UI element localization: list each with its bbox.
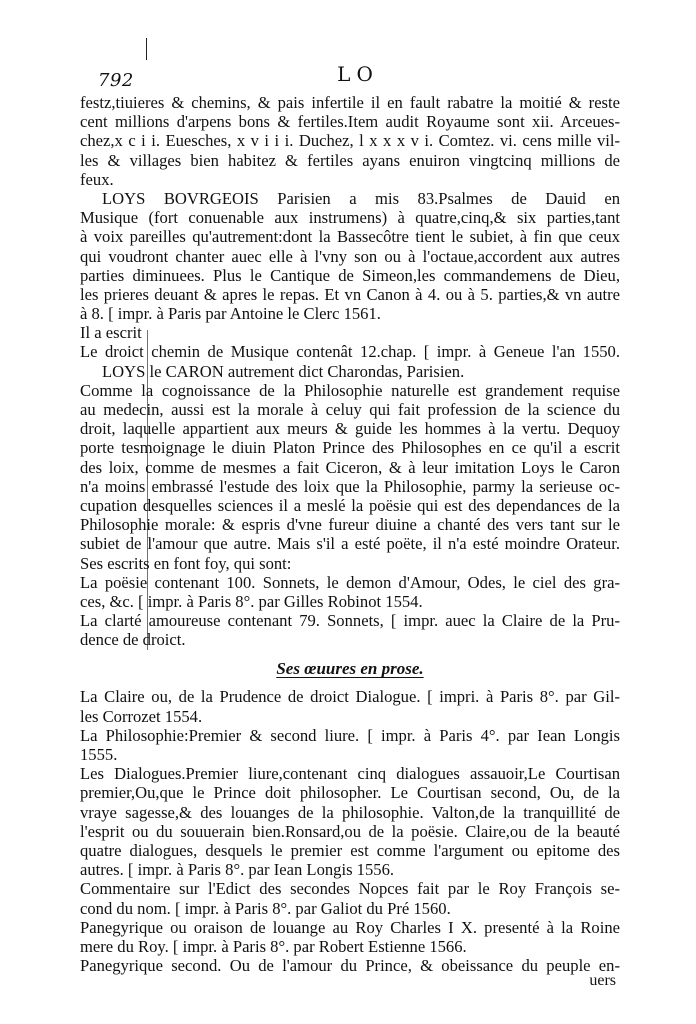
- entry-heading-caron: LOYS le CARON autrement dict Charondas, Parisien.: [102, 361, 465, 381]
- text-line: à voix pareilles qu'autrement:dont la Bassecôtre tient le subiet, à fin que ceux: [80, 227, 620, 247]
- section-heading: Ses œuures en prose.: [276, 659, 424, 679]
- text-line: parties diminuees. Plus le Cantique de Simeon,les commandemens de Dieu,: [80, 265, 620, 285]
- text-line: Musique (fort conuenable aux instrumens) à quatre,cinq,& six parties,tant: [80, 208, 620, 228]
- text-line: La poësie contenant 100. Sonnets, le demon d'Amour, Odes, le ciel des gra-: [80, 572, 620, 592]
- text-line: au medecin, aussi est la morale à celuy qui fait profession de la science du: [80, 400, 620, 419]
- text-line: les & villages bien habitez & fertiles ayans enuiron vingtcinq millions de: [80, 150, 620, 170]
- text-line: Commentaire sur l'Edict des secondes Nopces fait par le Roy François se-: [80, 879, 620, 899]
- text-line: La clarté amoureuse contenant 79. Sonnets, [ impr. auec la Claire de la Pru-: [80, 611, 620, 631]
- gutter-rule-top: [146, 38, 147, 60]
- text-line: festz,tiuieres & chemins, & pais infertile il en fault rabatre la moitié & reste: [80, 93, 620, 112]
- text-line: subiet de l'amour que autre. Mais s'il a esté poëte, il n'a esté moindre Orateur.: [80, 534, 620, 554]
- text-line: porte tesmoignage le diuin Platon Prince des Philosophes en ce qu'il a escrit: [80, 438, 620, 458]
- text-line: les Corrozet 1554.: [80, 706, 203, 726]
- body-text: [80, 93, 620, 975]
- text-line: qui voudront chanter auec elle à l'vny son ou à l'octaue,accordent aux autres: [80, 246, 620, 266]
- text-line: vraye sagesse,& des louanges de la philosophie. Valton,de la tranquillité de: [80, 802, 620, 822]
- text-line: quatre dialogues, desquels le premier est comme l'argument ou epitome des: [80, 840, 620, 860]
- entry-heading-bourgeois: LOYS BOVRGEOIS Parisien a mis 83.Psalmes de Dauid en: [102, 188, 620, 208]
- text-line: Panegyrique ou oraison de louange au Roy Charles I X. presenté à la Roine: [80, 917, 620, 937]
- text-line: chez,x c i i. Euesches, x v i i i. Duchez, l x x x v i. Comtez. vi. cens mille vil-: [80, 131, 620, 151]
- text-line: Ses escrits en font foy, qui sont:: [80, 553, 292, 573]
- text-line: Le droict chemin de Musique contenât 12.chap. [ impr. à Geneue l'an 1550.: [80, 342, 620, 362]
- text-line: Comme la cognoissance de la Philosophie naturelle est grandement requise: [80, 380, 620, 400]
- text-line: les prieres deuant & apres le repas. Et vn Canon à 4. ou à 5. parties,& vn autre: [80, 284, 620, 304]
- text-line: Il a escrit: [80, 323, 142, 343]
- text-line: Les Dialogues.Premier liure,contenant cinq dialogues assauoir,Le Courtisan: [80, 764, 620, 784]
- text-line: Panegyrique second. Ou de l'amour du Prince, & obeissance du peuple en-: [80, 956, 620, 976]
- text-line: cond du nom. [ impr. à Paris 8°. par Galiot du Pré 1560.: [80, 898, 451, 918]
- text-line: premier,Ou,que le Prince doit philosopher. Le Courtisan second, Ou, de la: [80, 783, 620, 803]
- text-line: l'esprit ou du souuerain bien.Ronsard,ou de la poësie. Claire,ou de la beauté: [80, 821, 620, 841]
- page-number: 792: [98, 70, 134, 91]
- text-line: n'a moins embrassé l'estude des loix que la Philosophie, parmy la serieuse oc-: [80, 476, 620, 496]
- running-head: LO: [337, 62, 379, 86]
- text-line: cent millions d'arpens bons & fertiles.Item audit Royaume sont xii. Arceues-: [80, 112, 620, 132]
- text-line: mere du Roy. [ impr. à Paris 8°. par Robert Estienne 1566.: [80, 936, 467, 956]
- catchword: uers: [589, 972, 616, 989]
- text-line: cupation desquelles sciences il a meslé la poësie qui est des dependances de la: [80, 495, 620, 515]
- text-line: 1555.: [80, 745, 118, 764]
- text-line: autres. [ impr. à Paris 8°. par Iean Longis 1556.: [80, 860, 395, 880]
- text-line: La Claire ou, de la Prudence de droict Dialogue. [ impri. à Paris 8°. par Gil-: [80, 687, 620, 707]
- text-line: droit, laquelle appartient aux meurs & guide les hommes à la vertu. Dequoy: [80, 419, 620, 439]
- text-line: ces, &c. [ impr. à Paris 8°. par Gilles Robinot 1554.: [80, 591, 423, 611]
- text-line: Philosophie morale: & espris d'vne fureur diuine a chanté des vers tant sur le: [80, 515, 620, 535]
- text-line: à 8. [ impr. à Paris par Antoine le Clerc 1561.: [80, 304, 381, 324]
- text-line: La Philosophie:Premier & second liure. [ impr. à Paris 4°. par Iean Longis: [80, 725, 620, 745]
- text-line: dence de droict.: [80, 630, 186, 650]
- text-line: des loix, comme de mesmes a fait Ciceron, & à leur imitation Loys le Caron: [80, 457, 620, 477]
- text-line: feux.: [80, 169, 114, 189]
